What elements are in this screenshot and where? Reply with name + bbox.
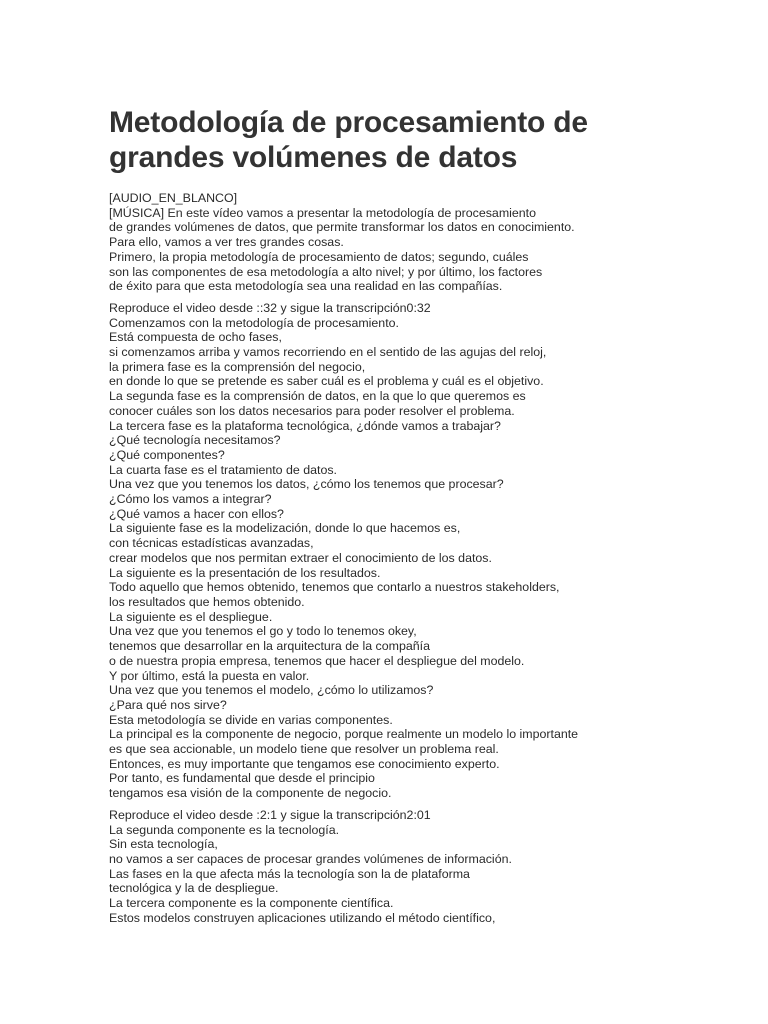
transcript-paragraph [109, 808, 649, 926]
transcript-line: de grandes volúmenes de datos, que permite transformar los datos en conocimiento. [109, 220, 575, 235]
transcript-line: ¿Qué vamos a hacer con ellos? [109, 506, 284, 521]
transcript-line: Reproduce el video desde ::32 y sigue la transcripción0:32 [109, 300, 431, 315]
document-page [109, 105, 649, 932]
transcript-line: Por tanto, es fundamental que desde el principio [109, 771, 375, 786]
transcript-line: La cuarta fase es el tratamiento de datos. [109, 462, 337, 477]
transcript-line: tecnológica y la de despliegue. [109, 881, 279, 896]
transcript-line: ¿Qué tecnología necesitamos? [109, 433, 281, 448]
title-line: grandes volúmenes de datos [109, 141, 518, 174]
transcript-line: conocer cuáles son los datos necesarios para poder resolver el problema. [109, 403, 515, 418]
transcript-line: ¿Cómo los vamos a integrar? [109, 492, 272, 507]
transcript-line: La siguiente fase es la modelización, donde lo que hacemos es, [109, 521, 461, 536]
transcript-line: Una vez que you tenemos los datos, ¿cómo los tenemos que procesar? [109, 477, 504, 492]
transcript-line: Todo aquello que hemos obtenido, tenemos que contarlo a nuestros stakeholders, [109, 580, 560, 595]
transcript-line: la primera fase es la comprensión del negocio, [109, 359, 366, 374]
transcript-line: La segunda componente es la tecnología. [109, 822, 340, 837]
transcript-line: son las componentes de esa metodología a alto nivel; y por último, los factores [109, 264, 543, 279]
transcript-paragraph [109, 301, 649, 801]
document-title [109, 105, 649, 175]
transcript-paragraph [109, 191, 649, 294]
transcript-line: o de nuestra propia empresa, tenemos que hacer el despliegue del modelo. [109, 653, 525, 668]
title-line: Metodología de procesamiento de [109, 106, 588, 139]
transcript-line: [AUDIO_EN_BLANCO] [109, 191, 238, 205]
transcript-line: [MÚSICA] En este vídeo vamos a presentar la metodología de procesamiento [109, 205, 537, 220]
transcript-line: La siguiente es el despliegue. [109, 609, 273, 624]
transcript-line: en donde lo que se pretende es saber cuál es el problema y cuál es el objetivo. [109, 374, 544, 389]
transcript-line: crear modelos que nos permitan extraer el conocimiento de los datos. [109, 550, 492, 565]
transcript-line: Una vez que you tenemos el go y todo lo tenemos okey, [109, 624, 417, 639]
transcript-line: Las fases en la que afecta más la tecnología son la de plataforma [109, 866, 470, 881]
transcript-body [109, 191, 649, 925]
transcript-line: ¿Qué componentes? [109, 447, 225, 462]
transcript-line: Sin esta tecnología, [109, 837, 218, 852]
transcript-line: La tercera componente es la componente científica. [109, 896, 394, 911]
transcript-line: de éxito para que esta metodología sea una realidad en las compañías. [109, 279, 503, 294]
transcript-line: no vamos a ser capaces de procesar grandes volúmenes de información. [109, 851, 512, 866]
transcript-line: Comenzamos con la metodología de procesamiento. [109, 315, 399, 330]
transcript-line: con técnicas estadísticas avanzadas, [109, 536, 314, 551]
transcript-line: es que sea accionable, un modelo tiene que resolver un problema real. [109, 742, 499, 757]
transcript-line: Primero, la propia metodología de procesamiento de datos; segundo, cuáles [109, 249, 529, 264]
transcript-line: ¿Para qué nos sirve? [109, 697, 227, 712]
transcript-line: tengamos esa visión de la componente de negocio. [109, 786, 392, 801]
transcript-line: Esta metodología se divide en varias componentes. [109, 712, 393, 727]
transcript-line: tenemos que desarrollar en la arquitectura de la compañía [109, 639, 430, 654]
transcript-line: Para ello, vamos a ver tres grandes cosas. [109, 235, 344, 250]
transcript-line: Y por último, está la puesta en valor. [109, 668, 310, 683]
transcript-line: Estos modelos construyen aplicaciones utilizando el método científico, [109, 910, 496, 925]
transcript-line: Reproduce el video desde :2:1 y sigue la transcripción2:01 [109, 807, 431, 822]
transcript-line: La principal es la componente de negocio, porque realmente un modelo lo importante [109, 727, 579, 742]
transcript-line: La segunda fase es la comprensión de datos, en la que lo que queremos es [109, 389, 526, 404]
transcript-line: si comenzamos arriba y vamos recorriendo en el sentido de las agujas del reloj, [109, 345, 547, 360]
transcript-line: Está compuesta de ocho fases, [109, 330, 282, 345]
transcript-line: La tercera fase es la plataforma tecnológica, ¿dónde vamos a trabajar? [109, 418, 501, 433]
transcript-line: Entonces, es muy importante que tengamos ese conocimiento experto. [109, 756, 500, 771]
transcript-line: Una vez que you tenemos el modelo, ¿cómo lo utilizamos? [109, 683, 434, 698]
transcript-line: los resultados que hemos obtenido. [109, 594, 305, 609]
transcript-line: La siguiente es la presentación de los resultados. [109, 565, 381, 580]
